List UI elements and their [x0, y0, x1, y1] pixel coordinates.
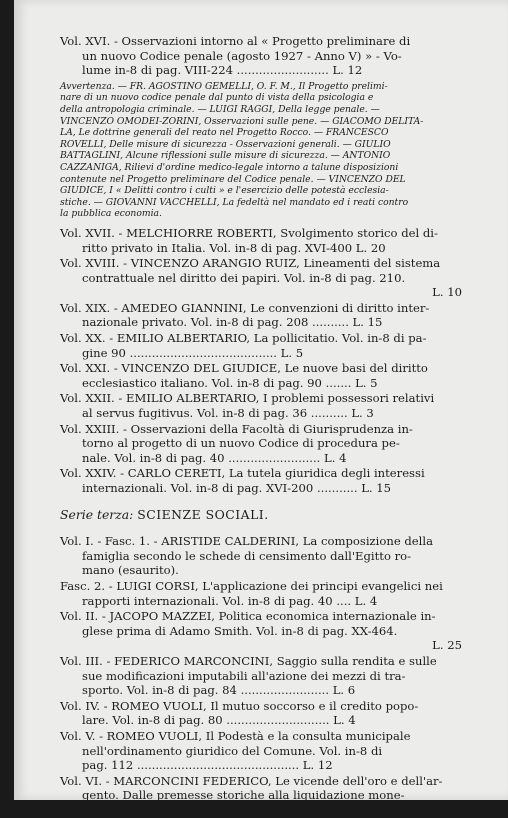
entry-line: gine 90 ........................................ L. 5 [82, 345, 304, 360]
entry-line: Vol. XXII. - EMILIO ALBERTARIO, I problemi possessori relativi [60, 391, 435, 406]
note-line: CAZZANIGA, Rilievi d'ordine medico-legale intorno a talune disposizioni [60, 161, 399, 173]
entry-line: glese prima di Adamo Smith. Vol. in-8 di pag. XX-464. [82, 623, 398, 638]
catalog-entry [60, 34, 462, 220]
note-line: della antropologia criminale. — LUIGI RAGGI, Della legge penale. — [60, 103, 380, 115]
note-line: ROVELLI, Delle misure di sicurezza - Osservazioni generali. — GIULIO [60, 138, 391, 150]
note-line: LA, Le dottrine generali del reato nel Progetto Rocco. — FRANCESCO [60, 127, 389, 139]
series-title: SCIENZE SOCIALI. [137, 506, 269, 522]
entry-line: sue modificazioni imputabili all'azione dei mezzi di tra- [82, 668, 406, 683]
note-line: contenute nel Progetto preliminare del Codice penale. — VINCENZO DEL [60, 173, 406, 185]
note-line: BATTAGLINI, Alcune riflessioni sulle misure di sicurezza. — ANTONIO [60, 150, 391, 162]
entry-line: famiglia secondo le schede di censimento dall'Egitto ro- [82, 548, 412, 563]
series-label: Serie terza: [60, 506, 134, 522]
catalog-entry [60, 226, 462, 255]
entry-line: nale. Vol. in-8 di pag. 40 ......................... L. 4 [82, 450, 347, 465]
note-line: Avvertenza. — FR. AGOSTINO GEMELLI, O. F. M., Il Progetto prelimi- [60, 80, 388, 92]
entry-line: Vol. II. - JACOPO MAZZEI, Politica economica internazionale in- [60, 609, 436, 624]
entry-line: taria latina (1803-1925). Vol. in-8 di pag. 412 L. 25 [82, 802, 381, 817]
book-page [14, 0, 508, 817]
entry-line: Vol. V. - ROMEO VUOLI, Il Podestà e la consulta municipale [60, 728, 411, 743]
entry-line: rapporti internazionali. Vol. in-8 di pag. 40 .... L. 4 [82, 593, 378, 608]
catalog-entry [60, 301, 462, 330]
entry-line: Vol. XXIV. - CARLO CERETI, La tutela giuridica degli interessi [60, 466, 425, 481]
contents-note [60, 81, 462, 220]
catalog-entry [60, 729, 462, 773]
note-line: nare di un nuovo codice penale dal punto di vista della psicologia e [60, 92, 374, 104]
social-sciences-list [60, 534, 462, 817]
entry-line: internazionali. Vol. in-8 di pag. XVI-200 ........... L. 15 [82, 481, 392, 495]
entry-line: L. 25 [432, 638, 462, 653]
entry-line: Vol. VI. - MARCONCINI FEDERICO, Le vicende dell'oro e dell'ar- [60, 773, 443, 788]
entry-line: Vol. XVI. - Osservazioni intorno al « Progetto preliminare di [60, 34, 411, 48]
catalog-entry [60, 654, 462, 698]
entry-line: Vol. XIX. - AMEDEO GIANNINI, Le convenzioni di diritto inter- [60, 300, 430, 315]
entry-line: torno al progetto di un nuovo Codice di procedura pe- [82, 436, 400, 451]
entry-line: contrattuale nel diritto dei papiri. Vol. in-8 di pag. 210. [82, 270, 406, 285]
entry-line: al servus fugitivus. Vol. in-8 di pag. 36 .......... L. 3 [82, 406, 374, 421]
entry-line: pag. 112 ............................................ L. 12 [82, 758, 333, 773]
catalog-entry [60, 256, 462, 300]
entry-line: nazionale privato. Vol. in-8 di pag. 208 .......... L. 15 [82, 315, 383, 330]
entry-line: gento. Dalle premesse storiche alla liquidazione mone- [82, 788, 405, 803]
catalog-entry [60, 361, 462, 390]
catalog-entry [60, 699, 462, 728]
catalog-entry [60, 774, 462, 818]
entry-line: Vol. III. - FEDERICO MARCONCINI, Saggio sulla rendita e sulle [60, 653, 437, 668]
entry-line: un nuovo Codice penale (agosto 1927 - Anno V) » - Vo- [82, 48, 402, 63]
entry-line: sporto. Vol. in-8 di pag. 84 ........................ L. 6 [82, 683, 356, 698]
law-series-list [60, 34, 462, 496]
note-line: GIUDICE, I « Delitti contro i culti » e l'esercizio delle potestà ecclesia- [60, 185, 389, 197]
catalog-entry [60, 579, 462, 608]
catalog-entry [60, 331, 462, 360]
entry-line: lare. Vol. in-8 di pag. 80 ............................ L. 4 [82, 713, 356, 728]
entry-line: Vol. XX. - EMILIO ALBERTARIO, La pollicitatio. Vol. in-8 di pa- [60, 331, 427, 346]
entry-line: ritto privato in Italia. Vol. in-8 di pag. XVI-400 L. 20 [82, 240, 386, 255]
entry-line: Vol. IV. - ROMEO VUOLI, Il mutuo soccorso e il credito popo- [60, 698, 419, 713]
note-line: VINCENZO OMODEI-ZORINI, Osservazioni sulle pene. — GIACOMO DELITA- [60, 115, 424, 127]
catalog-entry [60, 391, 462, 420]
entry-line: Vol. I. - Fasc. 1. - ARISTIDE CALDERINI, La composizione della [60, 534, 433, 549]
entry-line: Vol. XXI. - VINCENZO DEL GIUDICE, Le nuove basi del diritto [60, 361, 428, 376]
catalog-entry [60, 534, 462, 578]
catalog-text [60, 34, 462, 818]
entry-line: Vol. XXIII. - Osservazioni della Facoltà di Giurisprudenza in- [60, 421, 413, 436]
series-heading [60, 508, 462, 523]
entry-line: nell'ordinamento giuridico del Comune. Vol. in-8 di [82, 743, 383, 758]
entry-line: Vol. XVIII. - VINCENZO ARANGIO RUIZ, Lineamenti del sistema [60, 256, 441, 271]
entry-line: mano (esaurito). [82, 563, 179, 578]
entry-line: Vol. XVII. - MELCHIORRE ROBERTI, Svolgimento storico del di- [60, 225, 438, 240]
catalog-entry [60, 466, 462, 495]
catalog-entry [60, 422, 462, 466]
catalog-entry [60, 609, 462, 653]
entry-line: lume in-8 di pag. VIII-224 ......................... L. 12 [82, 63, 363, 78]
entry-line: L. 10 [432, 285, 462, 300]
entry-line: ecclesiastico italiano. Vol. in-8 di pag. 90 ....... L. 5 [82, 375, 378, 390]
note-line: la pubblica economia. [60, 208, 162, 220]
entry-line: Fasc. 2. - LUIGI CORSI, L'applicazione dei principi evangelici nei [60, 578, 443, 593]
note-line: stiche. — GIOVANNI VACCHELLI, La fedeltà nel mandato ed i reati contro [60, 196, 409, 208]
